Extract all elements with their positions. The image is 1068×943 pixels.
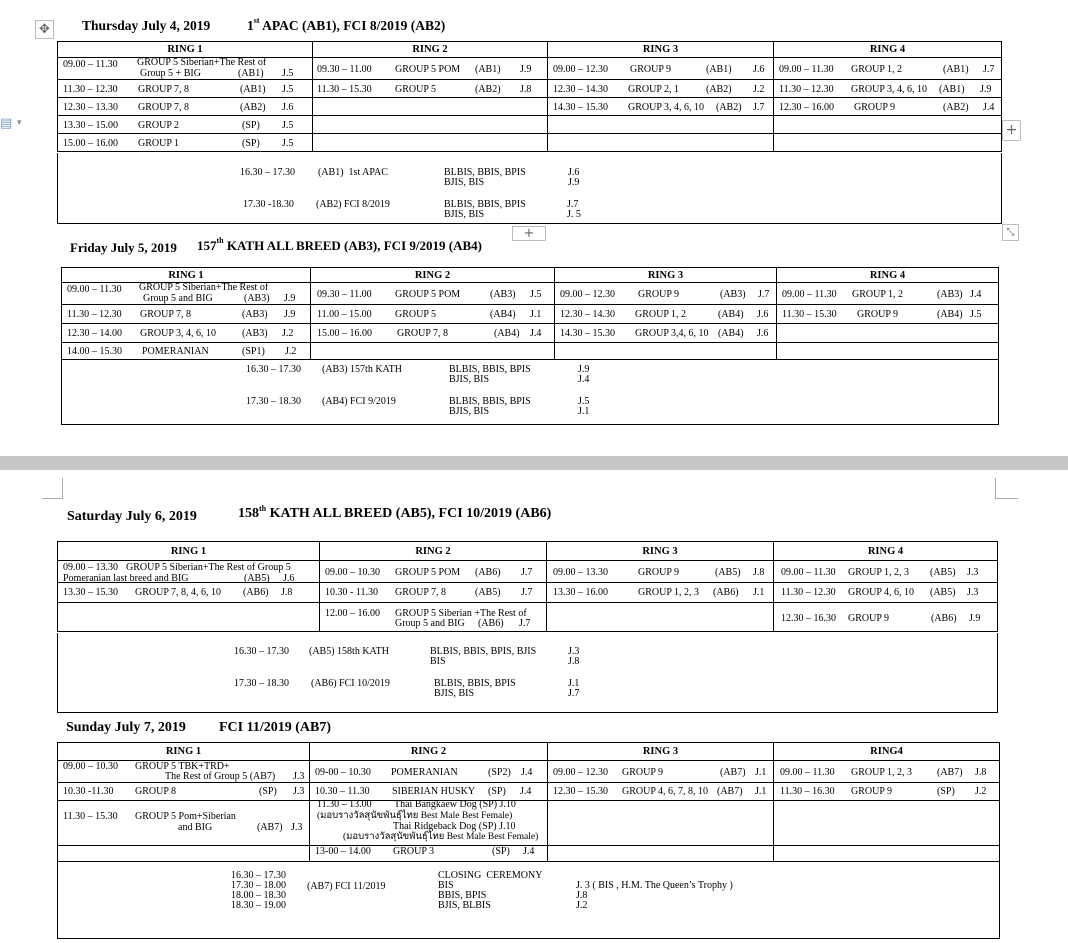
slot-code: (SP1) xyxy=(242,346,265,357)
slot-code: (AB6) xyxy=(243,587,269,598)
slot-time: 14.00 – 15.30 xyxy=(67,346,122,357)
slot-judge: J.1 xyxy=(530,309,542,320)
slot-group: Group 5 + BIG xyxy=(140,68,201,79)
summary-event: (AB7) FCI 11/2019 xyxy=(307,881,386,892)
slot-time: 11.30 – 15.30 xyxy=(317,84,372,95)
slot-code: (AB7) xyxy=(720,767,746,778)
slot-time: 11.30 – 15.30 xyxy=(782,309,837,320)
add-row-button[interactable]: + xyxy=(512,226,546,241)
summary-time: 16.30 – 17.30 17.30 – 18.00 18.00 – 18.30 18.30 – 19.00 xyxy=(231,870,286,911)
slot-judge: J.7 xyxy=(758,289,770,300)
slot-group: GROUP 9 xyxy=(848,613,890,624)
summary-time: 17.30 – 18.30 xyxy=(234,678,289,689)
ring-header: RING 3 xyxy=(547,542,774,561)
slot-group: (มอบรางวัลสุนัขพันธุ์ไทย Best Male Best Female) xyxy=(343,832,539,842)
slot-group: SIBERIAN HUSKY xyxy=(392,786,476,797)
slot-time: 12.30 – 16.00 xyxy=(779,102,834,113)
ring-header: RING 1 xyxy=(58,42,313,58)
slot-time: 09.00 – 10.30 xyxy=(63,761,118,772)
ring-header: RING 1 xyxy=(58,542,320,561)
slot-judge: J.3 xyxy=(967,567,979,578)
slot-time: 11.30 – 12.30 xyxy=(779,84,834,95)
slot-judge: J.8 xyxy=(520,84,532,95)
slot-judge: J.8 xyxy=(281,587,293,598)
day-date: Sunday July 7, 2019 xyxy=(66,720,186,735)
slot-code: (AB3) xyxy=(242,328,268,339)
slot-group: GROUP 5 Siberian+The Rest of xyxy=(139,282,269,293)
ring-header: RING 4 xyxy=(774,42,1002,58)
slot-group: (มอบรางวัลสุนัขพันธุ์ไทย Best Male Best Female) xyxy=(317,811,513,821)
slot-code: (AB7) xyxy=(257,822,283,833)
summary-event: (AB4) FCI 9/2019 xyxy=(322,396,396,407)
slot-group: GROUP 2 xyxy=(138,120,180,131)
slot-judge: J.4 xyxy=(530,328,542,339)
day-date: Saturday July 6, 2019 xyxy=(67,509,197,524)
slot-judge: J.5 xyxy=(282,68,294,79)
summary-time: 16.30 – 17.30 xyxy=(240,167,295,178)
ring-header: RING 2 xyxy=(320,542,547,561)
slot-group: GROUP 1, 2, 3 xyxy=(848,567,910,578)
summary-event: (AB6) FCI 10/2019 xyxy=(311,678,390,689)
slot-judge: J.8 xyxy=(975,767,987,778)
slot-time: 13.30 – 15.00 xyxy=(63,120,118,131)
slot-code: (AB3) xyxy=(720,289,746,300)
ring-header: RING 1 xyxy=(58,743,310,761)
slot-judge: J.7 xyxy=(521,567,533,578)
slot-judge: J.6 xyxy=(757,328,769,339)
slot-code: (AB3) xyxy=(242,309,268,320)
slot-code: (AB4) xyxy=(718,309,744,320)
slot-time: 11.30 – 16.30 xyxy=(780,786,835,797)
slot-group: Thai Bangkaew Dog (SP) J.10 xyxy=(394,799,516,810)
slot-group: POMERANIAN xyxy=(391,767,458,778)
slot-code: (SP) xyxy=(488,786,506,797)
event-title xyxy=(247,18,445,34)
slot-judge: J.2 xyxy=(753,84,765,95)
ring-header: RING4 xyxy=(774,743,1000,761)
event-title xyxy=(197,238,482,254)
event-name: KATH ALL BREED (AB5), FCI 10/2019 (AB6) xyxy=(266,506,552,521)
ring-header: RING 4 xyxy=(774,542,998,561)
slot-group: GROUP 8 xyxy=(135,786,177,797)
slot-code: (SP) xyxy=(937,786,955,797)
event-name: APAC (AB1), FCI 8/2019 (AB2) xyxy=(259,18,446,33)
slot-judge: J.2 xyxy=(975,786,987,797)
slot-judge: J.4 xyxy=(520,786,532,797)
slot-code: (AB2) xyxy=(240,102,266,113)
slot-time: 13-00 – 14.00 xyxy=(315,846,371,857)
slot-group: Pomeranian last breed and BIG xyxy=(63,573,189,584)
ring-header: RING 2 xyxy=(310,743,548,761)
slot-judge: J.3 xyxy=(293,771,305,782)
slot-judge: J.6 xyxy=(282,102,294,113)
slot-group: GROUP 3,4, 6, 10 xyxy=(635,328,709,339)
slot-time: 09.00 – 13.30 xyxy=(553,567,608,578)
slot-group: GROUP 4, 6, 7, 8, 10 xyxy=(622,786,709,797)
slot-judge: J.4 xyxy=(983,102,995,113)
chevron-down-icon[interactable]: ▾ xyxy=(17,118,22,128)
summary-time: 16.30 – 17.30 xyxy=(246,364,301,375)
slot-code: (AB5) xyxy=(475,587,501,598)
slot-group: GROUP 5 POM xyxy=(395,64,461,75)
slot-code: (AB7) xyxy=(717,786,743,797)
slot-judge: J.7 xyxy=(753,102,765,113)
day-title xyxy=(67,509,197,525)
slot-time: 11.30 – 12.30 xyxy=(63,84,118,95)
slot-time: 10.30 – 11.30 xyxy=(315,786,370,797)
slot-time: 09.00 – 12.30 xyxy=(560,289,615,300)
slot-code: (SP) xyxy=(242,120,260,131)
slot-time: 15.00 – 16.00 xyxy=(63,138,118,149)
summary-awards: BLBIS, BBIS, BPIS BJIS, BIS xyxy=(449,364,531,385)
slot-time: 09.00 – 11.30 xyxy=(67,284,122,295)
slot-group: GROUP 7, 8 xyxy=(397,328,449,339)
slot-time: 12.30 – 15.30 xyxy=(553,786,608,797)
ring-header: RING 2 xyxy=(313,42,548,58)
slot-time: 10.30 -11.30 xyxy=(63,786,114,797)
event-ordinal: th xyxy=(216,236,224,245)
slot-time: 11.30 – 12.30 xyxy=(781,587,836,598)
slot-time: 11.00 – 15.00 xyxy=(317,309,372,320)
slot-judge: J.4 xyxy=(521,767,533,778)
slot-code: (SP) xyxy=(242,138,260,149)
slot-time: 09.00 – 11.30 xyxy=(781,567,836,578)
event-name: KATH ALL BREED (AB3), FCI 9/2019 (AB4) xyxy=(223,238,482,253)
slot-time: 09.00 – 11.30 xyxy=(63,59,118,70)
slot-group: GROUP 9 xyxy=(854,102,896,113)
summary-box-day3 xyxy=(57,633,998,713)
summary-judges: J.1 J.7 xyxy=(568,678,580,699)
summary-awards: BLBIS, BBIS, BPIS BJIS, BIS xyxy=(444,167,526,188)
summary-event: (AB5) 158th KATH xyxy=(309,646,389,657)
day-date: Thursday July 4, 2019 xyxy=(82,18,211,33)
ring-header: RING 4 xyxy=(777,268,999,283)
summary-time: 17.30 – 18.30 xyxy=(246,396,301,407)
slot-group: GROUP 3, 4, 6, 10 xyxy=(140,328,217,339)
slot-group: GROUP 5 TBK+TRD+ xyxy=(135,761,230,772)
table-move-handle[interactable]: ✥ xyxy=(35,20,54,39)
slot-judge: J.4 xyxy=(523,846,535,857)
day-title xyxy=(66,720,186,736)
slot-code: (AB6) xyxy=(478,618,504,629)
summary-judges: J. 3 ( BIS , H.M. The Queen’s Trophy ) J.8 J.2 xyxy=(576,880,733,911)
slot-time: 11.30 – 12.30 xyxy=(67,309,122,320)
slot-code: (AB1) xyxy=(238,68,264,79)
slot-code: (AB5) xyxy=(930,567,956,578)
slot-judge: J.7 xyxy=(521,587,533,598)
slot-group: GROUP 9 xyxy=(622,767,664,778)
slot-time: 09.00 – 12.30 xyxy=(553,767,608,778)
slot-judge: J.9 xyxy=(969,613,981,624)
slot-time: 12.30 – 14.30 xyxy=(553,84,608,95)
slot-judge: J.3 xyxy=(293,786,305,797)
slot-time: 09.30 – 11.00 xyxy=(317,289,372,300)
slot-judge: J.9 xyxy=(520,64,532,75)
slot-time: 14.30 – 15.30 xyxy=(553,102,608,113)
slot-code: (AB6) xyxy=(713,587,739,598)
slot-time: 14.30 – 15.30 xyxy=(560,328,615,339)
add-column-button[interactable]: + xyxy=(1002,120,1021,141)
slot-group: GROUP 7, 8 xyxy=(138,84,190,95)
slot-code: (SP) xyxy=(492,846,510,857)
slot-group: GROUP 1 xyxy=(138,138,180,149)
slot-group: Thai Ridgeback Dog (SP) J.10 xyxy=(393,821,516,832)
slot-time: 12.30 – 14.30 xyxy=(560,309,615,320)
slot-time: 12.30 – 14.00 xyxy=(67,328,122,339)
slot-group: GROUP 9 xyxy=(638,289,680,300)
summary-judges: J.3 J.8 xyxy=(568,646,580,667)
slot-time: 13.30 – 15.30 xyxy=(63,587,118,598)
slot-judge: J.2 xyxy=(282,328,294,339)
slot-code: (AB4) xyxy=(937,309,963,320)
slot-code: (AB3) xyxy=(937,289,963,300)
summary-event: (AB3) 157th KATH xyxy=(322,364,402,375)
slot-code: (AB1) xyxy=(939,84,965,95)
slot-time: 09.00 – 10.30 xyxy=(325,567,380,578)
ring-header: RING 3 xyxy=(548,743,774,761)
day-title xyxy=(70,240,177,256)
slot-code: (AB5) xyxy=(715,567,741,578)
event-name: FCI 11/2019 (AB7) xyxy=(219,720,331,735)
slot-judge: J.1 xyxy=(755,767,767,778)
slot-group: GROUP 5 POM xyxy=(395,567,461,578)
slot-time: 09-00 – 10.30 xyxy=(315,767,371,778)
slot-judge: J.6 xyxy=(753,64,765,75)
slot-group: GROUP 3 xyxy=(393,846,435,857)
slot-code: (SP2) xyxy=(488,767,511,778)
slot-judge: J.5 xyxy=(530,289,542,300)
event-ordinal: th xyxy=(259,504,267,513)
slot-time: 09.00 – 12.30 xyxy=(553,64,608,75)
summary-judges: J.5 J.1 xyxy=(578,396,590,417)
slot-judge: J.1 xyxy=(753,587,765,598)
slot-group: GROUP 1, 2, 3 xyxy=(851,767,913,778)
slot-time: 09.00 – 13.30 xyxy=(63,562,118,573)
slot-group: GROUP 9 xyxy=(638,567,680,578)
document-icon[interactable]: ▤ xyxy=(0,116,13,131)
slot-code: (AB2) xyxy=(706,84,732,95)
summary-event: (AB1) 1st APAC xyxy=(318,167,388,178)
slot-judge: J.2 xyxy=(285,346,297,357)
summary-event: (AB2) FCI 8/2019 xyxy=(316,199,390,210)
summary-box-day1 xyxy=(57,153,1002,224)
slot-group: Group 5 and BIG xyxy=(395,618,465,629)
slot-group: GROUP 7, 8 xyxy=(395,587,447,598)
ring-header: RING 1 xyxy=(62,268,311,283)
slot-judge: J.1 xyxy=(755,786,767,797)
slot-judge: J.4 xyxy=(970,289,982,300)
slot-judge: J.5 xyxy=(282,138,294,149)
event-ordinal: st xyxy=(253,16,260,25)
slot-code: (AB4) xyxy=(718,328,744,339)
summary-judges: J.9 J.4 xyxy=(578,364,590,385)
slot-code: (AB5) xyxy=(244,573,270,584)
summary-judges: J.7 J. 5 xyxy=(567,199,581,220)
slot-code: (AB1) xyxy=(475,64,501,75)
slot-time: 09.00 – 11.30 xyxy=(779,64,834,75)
slot-code: (AB3) xyxy=(244,293,270,304)
event-number: 158 xyxy=(238,506,259,521)
slot-group: GROUP 3, 4, 6, 10 xyxy=(628,102,705,113)
slot-time: 09.00 – 11.30 xyxy=(780,767,835,778)
slot-code: (AB2) xyxy=(716,102,742,113)
slot-time: 13.30 – 16.00 xyxy=(553,587,608,598)
slot-judge: J.5 xyxy=(282,84,294,95)
slot-group: Group 5 and BIG xyxy=(143,293,213,304)
slot-code: (AB2) xyxy=(475,84,501,95)
slot-group: GROUP 5 Siberian+The Rest of xyxy=(137,57,267,68)
schedule-table-day4 xyxy=(57,742,1000,862)
slot-code: (AB5) xyxy=(930,587,956,598)
slot-time: 11.30 – 15.30 xyxy=(63,811,118,822)
slot-time: 10.30 - 11.30 xyxy=(325,587,378,598)
slot-group: GROUP 9 xyxy=(851,786,893,797)
summary-judges: J.6 J.9 xyxy=(568,167,580,188)
event-number: 157 xyxy=(197,238,217,253)
slot-group: GROUP 5 Siberian +The Rest of xyxy=(395,608,527,619)
slot-group: POMERANIAN xyxy=(142,346,209,357)
slot-code: (AB1) xyxy=(706,64,732,75)
slot-code: (SP) xyxy=(259,786,277,797)
slot-group: GROUP 2, 1 xyxy=(628,84,680,95)
ring-header: RING 3 xyxy=(555,268,777,283)
slot-group: GROUP 4, 6, 10 xyxy=(848,587,915,598)
slot-group: and BIG xyxy=(178,822,213,833)
slot-group: The Rest of Group 5 (AB7) xyxy=(165,771,276,782)
slot-code: (AB2) xyxy=(943,102,969,113)
slot-group: GROUP 1, 2 xyxy=(852,289,904,300)
day-title xyxy=(82,18,210,34)
slot-group: GROUP 5 xyxy=(395,309,437,320)
slot-group: GROUP 5 POM xyxy=(395,289,461,300)
slot-group: GROUP 9 xyxy=(857,309,899,320)
slot-judge: J.9 xyxy=(980,84,992,95)
ring-header: RING 3 xyxy=(548,42,774,58)
table-resize-handle[interactable]: ⤡ xyxy=(1002,224,1019,241)
slot-judge: J.5 xyxy=(282,120,294,131)
slot-group: GROUP 7, 8 xyxy=(138,102,190,113)
slot-code: (AB7) xyxy=(937,767,963,778)
ring-header: RING 2 xyxy=(311,268,555,283)
slot-judge: J.3 xyxy=(291,822,303,833)
slot-group: GROUP 3, 4, 6, 10 xyxy=(851,84,928,95)
summary-awards: BLBIS, BBIS, BPIS BJIS, BIS xyxy=(444,199,526,220)
slot-group: GROUP 5 xyxy=(395,84,437,95)
page-break-gap xyxy=(0,456,1068,470)
day-date: Friday July 5, 2019 xyxy=(70,240,177,255)
slot-group: GROUP 7, 8, 4, 6, 10 xyxy=(135,587,222,598)
slot-judge: J.8 xyxy=(753,567,765,578)
slot-judge: J.6 xyxy=(757,309,769,320)
summary-time: 17.30 -18.30 xyxy=(243,199,294,210)
slot-judge: J.6 xyxy=(283,573,295,584)
slot-group: GROUP 5 Siberian+The Rest of Group 5 xyxy=(126,562,291,573)
page-corner-mark xyxy=(42,478,63,499)
summary-awards: BLBIS, BBIS, BPIS, BJIS BIS xyxy=(430,646,537,667)
slot-judge: J.9 xyxy=(284,293,296,304)
slot-time: 12.30 – 16.30 xyxy=(781,613,836,624)
slot-group: GROUP 1, 2 xyxy=(635,309,687,320)
slot-judge: J.7 xyxy=(983,64,995,75)
slot-group: GROUP 5 Pom+Siberian xyxy=(135,811,236,822)
slot-judge: J.3 xyxy=(967,587,979,598)
slot-group: GROUP 9 xyxy=(630,64,672,75)
slot-time: 09.00 – 11.30 xyxy=(782,289,837,300)
slot-code: (AB4) xyxy=(494,328,520,339)
event-title xyxy=(219,720,331,736)
event-title xyxy=(238,506,551,522)
slot-group: GROUP 1, 2, 3 xyxy=(638,587,700,598)
summary-time: 16.30 – 17.30 xyxy=(234,646,289,657)
slot-time: 11.30 – 13.00 xyxy=(317,799,372,810)
slot-code: (AB1) xyxy=(240,84,266,95)
slot-code: (AB1) xyxy=(943,64,969,75)
slot-group: GROUP 7, 8 xyxy=(140,309,192,320)
slot-judge: J.7 xyxy=(519,618,531,629)
slot-time: 09.30 – 11.00 xyxy=(317,64,372,75)
slot-time: 15.00 – 16.00 xyxy=(317,328,372,339)
slot-time: 12.30 – 13.30 xyxy=(63,102,118,113)
slot-code: (AB4) xyxy=(490,309,516,320)
summary-awards: CLOSING CEREMONY BIS BBIS, BPIS BJIS, BLBIS xyxy=(438,870,543,911)
summary-awards: BLBIS, BBIS, BPIS BJIS, BIS xyxy=(449,396,531,417)
event-number: 1 xyxy=(247,18,254,33)
page-corner-mark xyxy=(995,478,1018,499)
slot-judge: J.9 xyxy=(284,309,296,320)
slot-time: 12.00 – 16.00 xyxy=(325,608,380,619)
slot-code: (AB3) xyxy=(490,289,516,300)
slot-code: (AB6) xyxy=(475,567,501,578)
slot-code: (AB6) xyxy=(931,613,957,624)
summary-awards: BLBIS, BBIS, BPIS BJIS, BIS xyxy=(434,678,516,699)
slot-group: GROUP 1, 2 xyxy=(851,64,903,75)
slot-judge: J.5 xyxy=(970,309,982,320)
